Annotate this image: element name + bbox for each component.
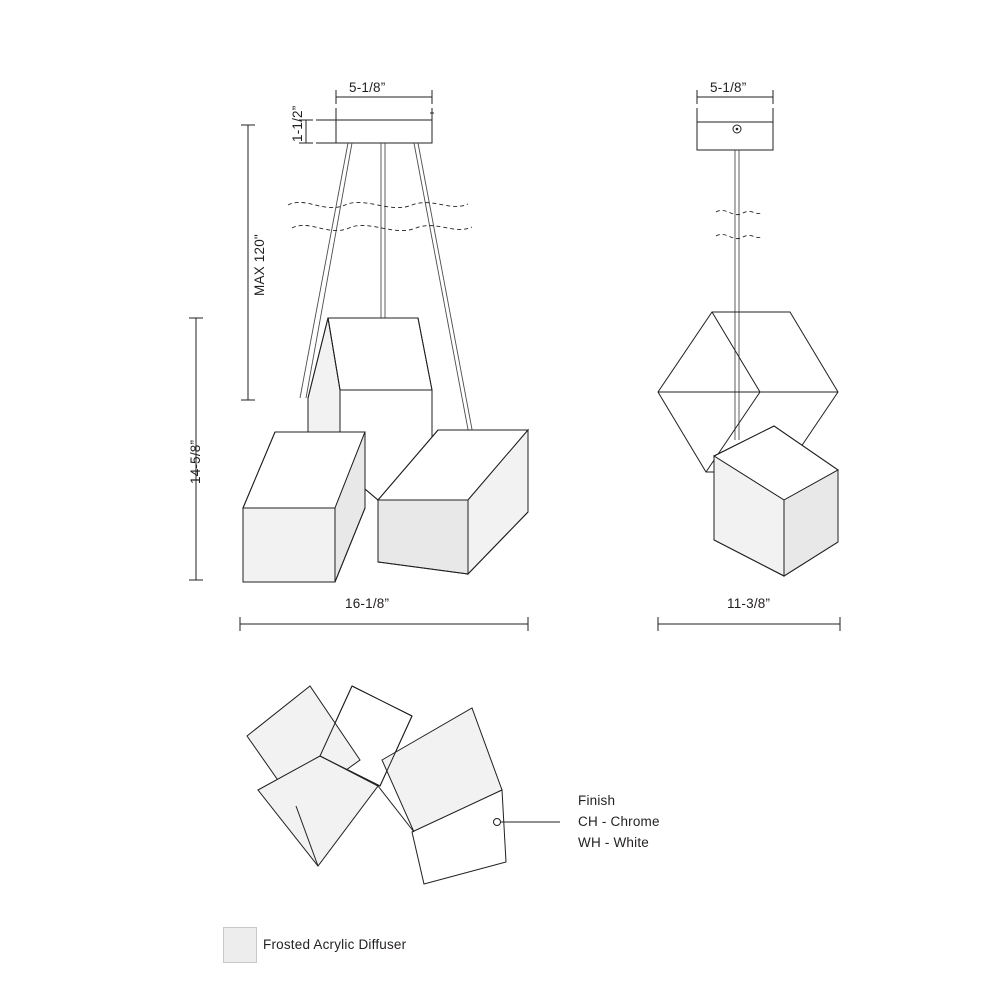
dim-label-overall-width-front: 16-1/8” — [345, 596, 390, 611]
cube-lower-side — [714, 426, 838, 576]
dim-label-max-drop: MAX 120" — [252, 234, 267, 296]
plan-view — [247, 686, 560, 884]
legend-label-frosted-acrylic: Frosted Acrylic Diffuser — [263, 937, 407, 952]
callout-finish-option-chrome: CH - Chrome — [578, 814, 660, 829]
dim-label-canopy-width-front: 5-1/8” — [349, 80, 386, 95]
cube-left-front — [243, 432, 365, 582]
dim-label-overall-width-side: 11-3/8” — [727, 596, 771, 611]
dim-label-canopy-height-front: 1-1/2” — [290, 105, 305, 142]
callout-finish-option-white: WH - White — [578, 835, 649, 850]
dim-overall-width-side — [658, 617, 840, 631]
dim-label-canopy-width-side: 5-1/8” — [710, 80, 747, 95]
dim-label-fixture-height: 14-5/8” — [188, 439, 203, 484]
canopy-front — [336, 113, 434, 143]
callout-finish-heading: Finish — [578, 793, 616, 808]
canopy-side — [697, 122, 773, 150]
legend-swatch-frosted-acrylic — [223, 927, 257, 963]
suspension-cable-side — [716, 150, 762, 440]
dim-overall-width-front — [240, 617, 528, 631]
